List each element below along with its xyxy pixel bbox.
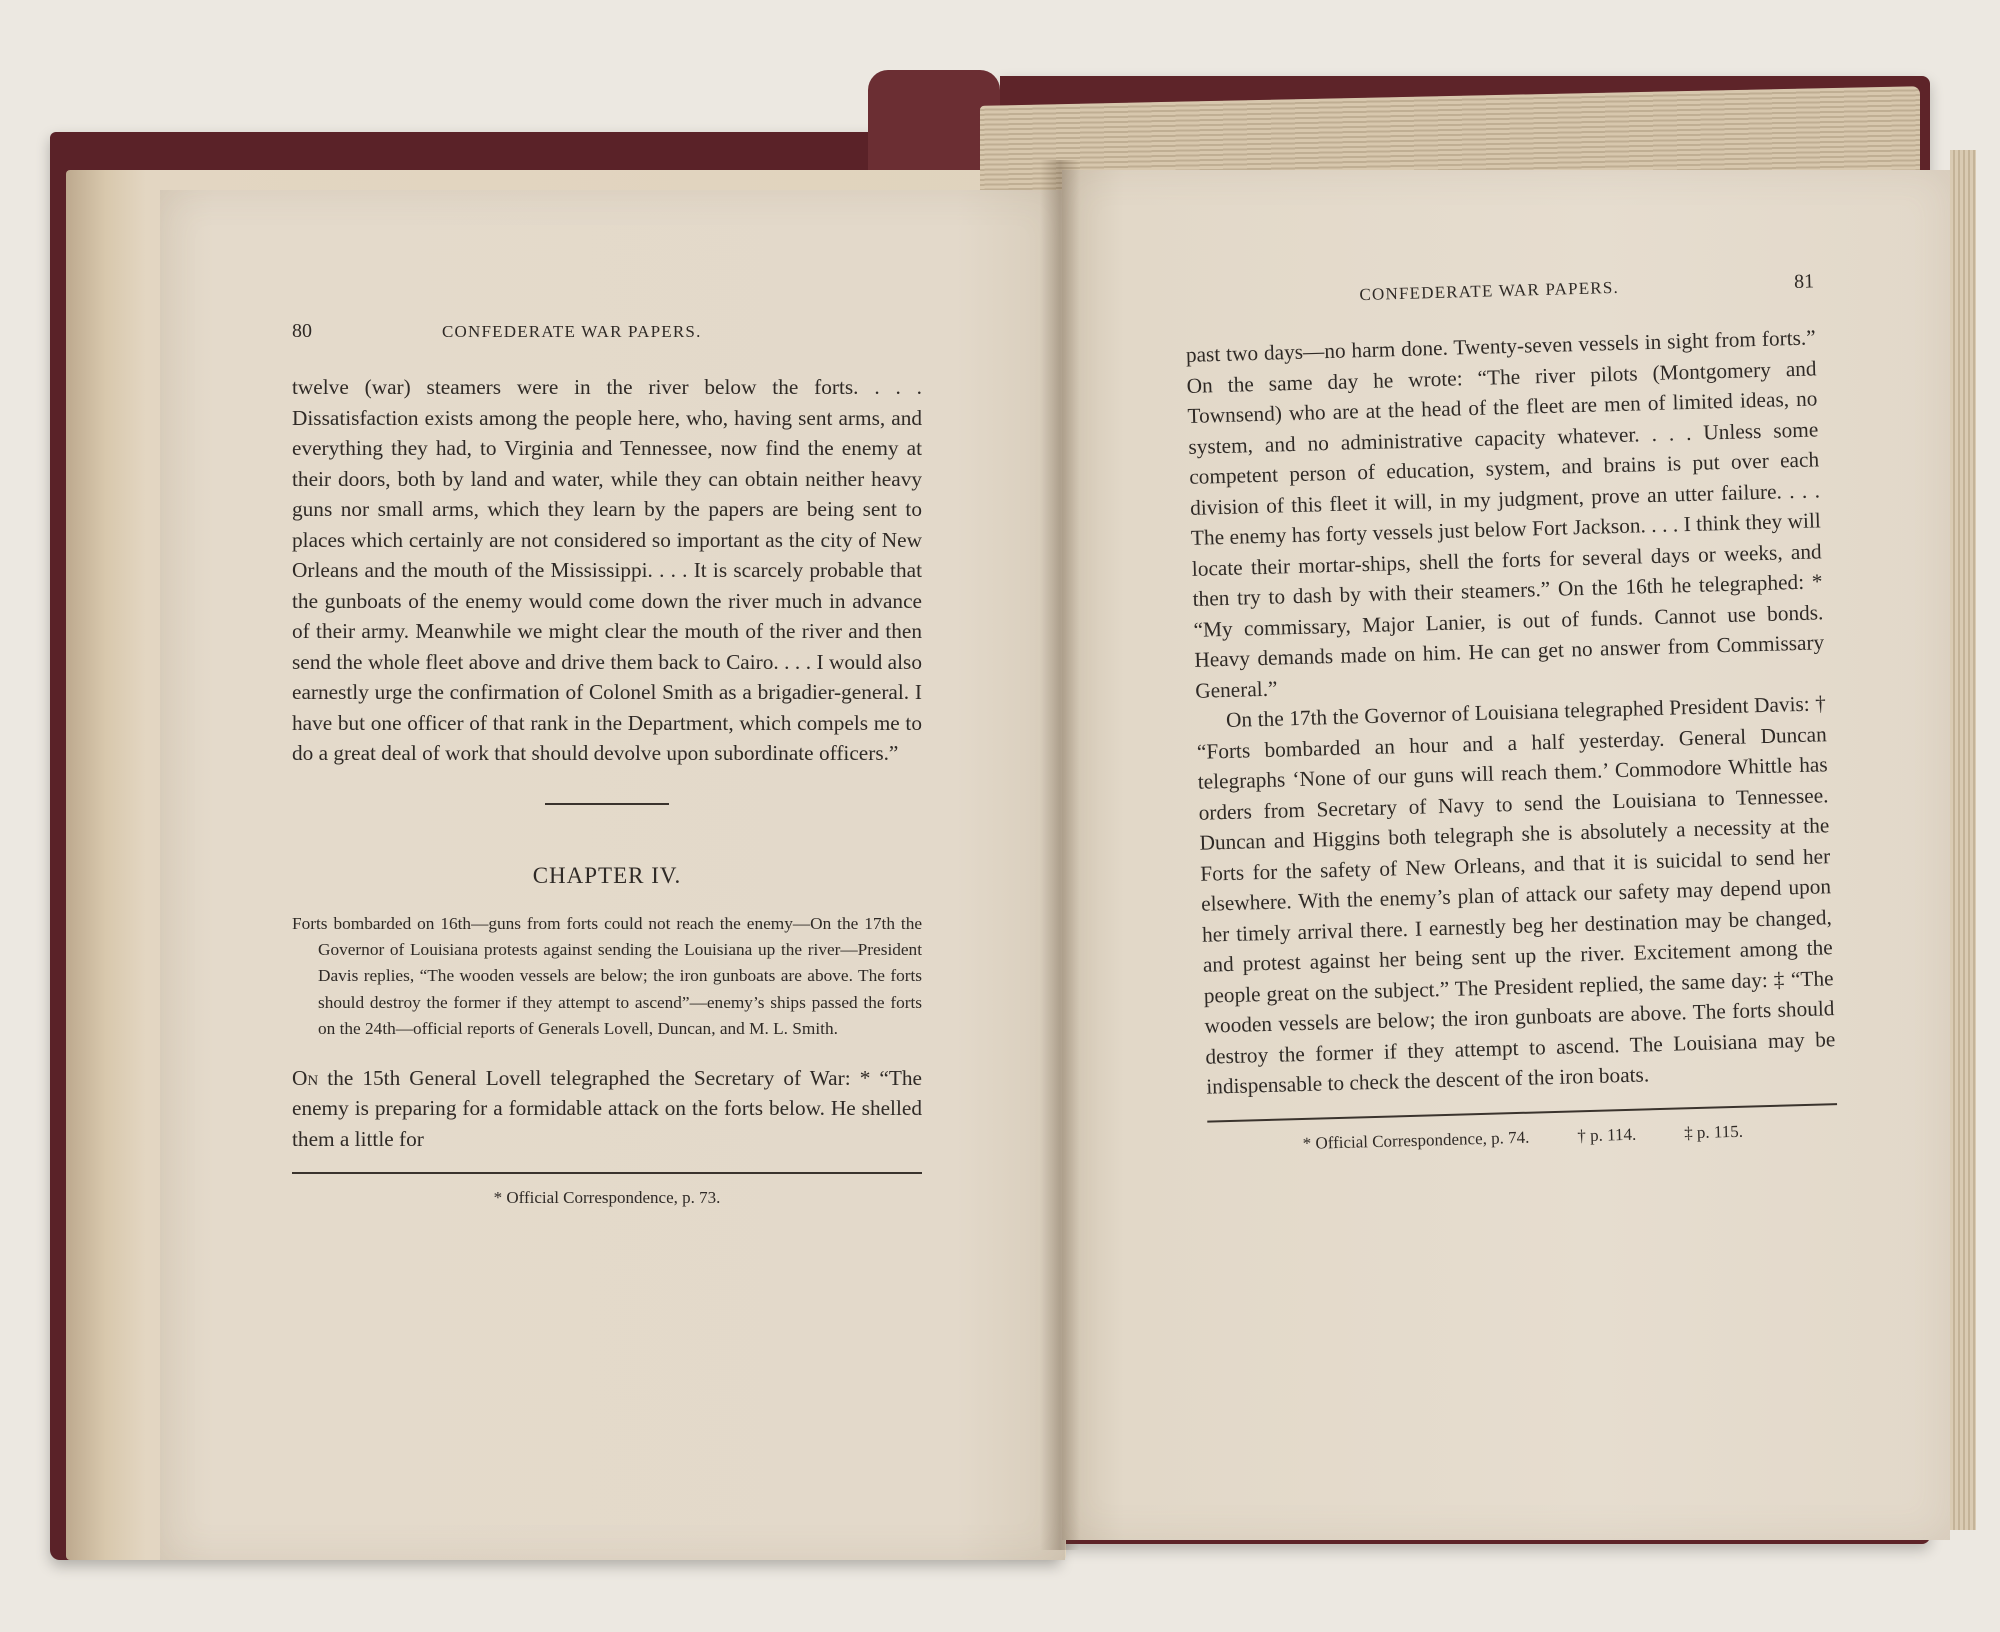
right-page-number: 81 — [1793, 270, 1815, 293]
left-footnote: * Official Correspondence, p. 73. — [493, 1188, 721, 1208]
left-page-content — [292, 320, 922, 1208]
left-running-head — [292, 320, 922, 350]
right-paragraph-1: past two days—no harm done. Twenty-seven vessels in sight from forts.” On the same day he wrote: “The river pilots (Montgomery and Townsend) who are at the head of the fleet are men of limited ideas, no system, and no administrative capacity whatever. . . . Unless some competent person of education, system, and brains is put over each division of this fleet it will, in my judgment, prove an utter failure. . . . The enemy has forty vessels just below Fort Jackson. . . . I think they will locate their mortar-ships, shell the forts for several days or weeks, and then try to dash by with their steamers.” On the 16th he telegraphed: * “My commissary, Major Lanier, is out of funds. Cannot use bonds. Heavy demands made on him. He can get no answer from Commissary General.” — [1185, 325, 1825, 703]
right-running-title: CONFEDERATE WAR PAPERS. — [1359, 277, 1620, 305]
left-page-number: 80 — [292, 320, 312, 342]
right-footnote-2: † p. 114. — [1577, 1124, 1637, 1145]
left-footnote-rule — [292, 1172, 922, 1174]
left-paragraph-2-text: the 15th General Lovell telegraphed the Secretary of War: * “The enemy is preparing for a formidable attack on the forts below. He shelled them a little for — [292, 1065, 922, 1151]
right-footnote-3: ‡ p. 115. — [1683, 1121, 1744, 1142]
left-paragraph-2 — [292, 1063, 922, 1155]
right-footnote-1: * Official Correspondence, p. 74. — [1302, 1127, 1530, 1153]
paragraph-lead: On — [292, 1065, 319, 1090]
right-page-content — [1184, 270, 1838, 1156]
right-running-head — [1184, 270, 1815, 318]
chapter-summary: Forts bombarded on 16th—guns from forts could not reach the enemy—On the 17th the Governor of Louisiana protests against sending the Louisiana up the river—President Davis replies, “The wooden vessels are below; the iron gunboats are above. The forts should destroy the former if they attempt to ascend”—enemy’s ships passed the forts on the 24th—official reports of Generals Lovell, Duncan, and M. L. Smith. — [292, 913, 922, 1039]
right-footnotes — [1208, 1119, 1838, 1157]
section-divider — [545, 803, 669, 805]
book-gutter — [1040, 160, 1080, 1550]
left-page — [160, 190, 1065, 1560]
right-page — [1062, 170, 1950, 1540]
page-stack-right — [1950, 150, 1976, 1530]
chapter-heading: CHAPTER IV. — [532, 862, 682, 888]
right-paragraph-2: On the 17th the Governor of Louisiana telegraphed President Davis: † “Forts bombarded an hour and a half yesterday. General Duncan telegraphs ‘None of our guns will reach them.’ Commodore Whittle has orders from Secretary of Navy to send the Louisiana to Tennessee. Duncan and Higgins both telegraph she is absolutely a necessity at the Forts for the safety of New Orleans, and that it is suicidal to send her elsewhere. With the enemy’s plan of attack our safety may depend upon her timely arrival there. I earnestly beg her destination may be changed, and protest against her being sent up the river. Excitement among the people great on the subject.” The President replied, the same day: ‡ “The wooden vessels are below; the iron gunboats are above. The forts should destroy the former if they attempt to ascend. The Louisiana may be indispensable to check the descent of the iron boats. — [1196, 691, 1836, 1099]
left-paragraph-1: twelve (war) steamers were in the river below the forts. . . . Dissatisfaction exists among the people here, who, having sent arms, and everything they had, to Virginia and Tennessee, now find the enemy at their doors, both by land and water, while they can obtain neither heavy guns nor small arms, which they learn by the papers are being sent to places which certainly are not considered so important as the city of New Orleans and the mouth of the Mississippi. . . . It is scarcely probable that the gunboats of the enemy would come down the river much in advance of their army. Meanwhile we might clear the mouth of the river and then send the whole fleet above and drive them back to Cairo. . . . I would also earnestly urge the confirmation of Colonel Smith as a brigadier-general. I have but one officer of that rank in the Department, which compels me to do a great deal of work that should devolve upon subordinate officers.” — [292, 375, 922, 765]
right-footnote-rule — [1207, 1103, 1837, 1123]
left-running-title: CONFEDERATE WAR PAPERS. — [442, 322, 702, 341]
